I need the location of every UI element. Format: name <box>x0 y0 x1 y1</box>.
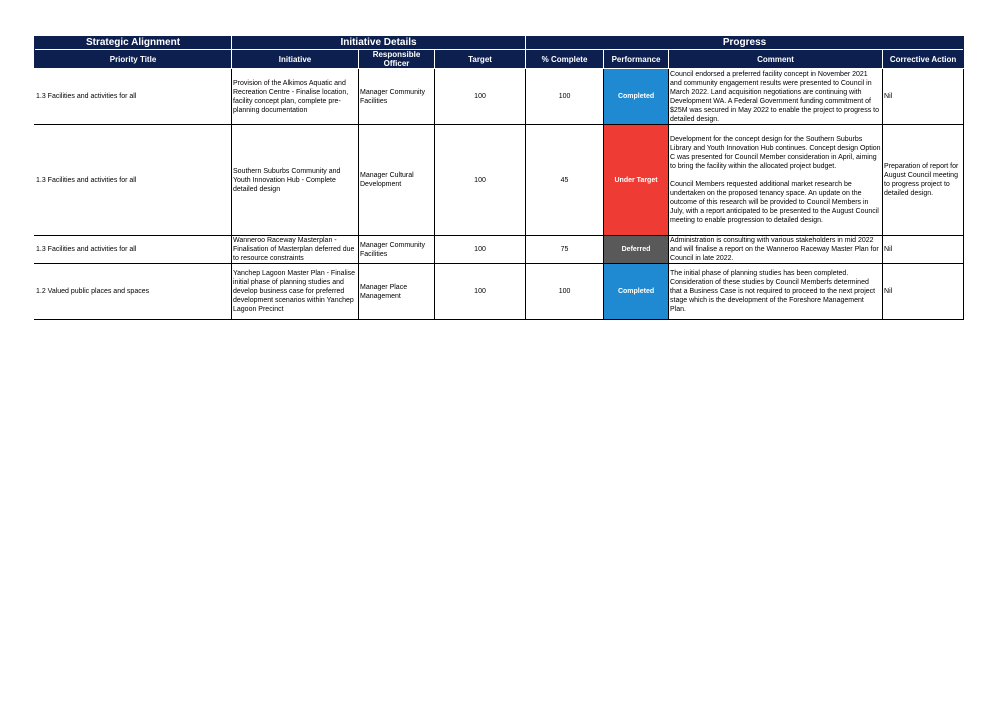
performance-status-badge: Deferred <box>604 236 669 264</box>
comment-cell <box>669 69 883 125</box>
priority-title-cell: 1.3 Facilities and activities for all <box>35 69 232 125</box>
corrective-action-cell: Nil <box>883 264 964 320</box>
table-row <box>35 69 964 125</box>
target-cell: 100 <box>435 236 526 264</box>
table-row <box>35 236 964 264</box>
group-initiative-details: Initiative Details <box>232 36 526 50</box>
initiative-cell: Yanchep Lagoon Master Plan - Finalise initial phase of planning studies and develop business case for preferred development scenarios within Yanchep Lagoon Precinct <box>232 264 359 320</box>
col-comment: Comment <box>669 50 883 69</box>
percent-complete-cell: 100 <box>526 264 604 320</box>
group-strategic-alignment: Strategic Alignment <box>35 36 232 50</box>
priority-title-cell: 1.3 Facilities and activities for all <box>35 125 232 236</box>
comment-text: Development for the concept design for the Southern Suburbs Library and Youth Innovation Hub continues. Concept design Option C was presented for Council Member consideration in April, aiming to bring the facility within the allocated project budget. <box>670 136 881 170</box>
comment-cell <box>669 264 883 320</box>
corrective-action-cell: Nil <box>883 236 964 264</box>
percent-complete-cell: 45 <box>526 125 604 236</box>
responsible-officer-cell: Manager Cultural Development <box>359 125 435 236</box>
col-target: Target <box>435 50 526 69</box>
target-cell: 100 <box>435 69 526 125</box>
col-responsible-officer: Responsible Officer <box>359 50 435 69</box>
corrective-action-cell: Preparation of report for August Council meeting to progress project to detailed design. <box>883 125 964 236</box>
target-cell: 100 <box>435 264 526 320</box>
column-header-row <box>35 50 964 69</box>
table-row <box>35 264 964 320</box>
col-initiative: Initiative <box>232 50 359 69</box>
performance-status-badge: Under Target <box>604 125 669 236</box>
responsible-officer-cell: Manager Place Management <box>359 264 435 320</box>
comment-text: Administration is consulting with various stakeholders in mid 2022 and will finalise a report on the Wanneroo Raceway Master Plan for Council in late 2022. <box>670 237 879 262</box>
comment-text: Council endorsed a preferred facility concept in November 2021 and community engagement results were presented to Council in March 2022. Land acquisition negotiations are continuing with Development WA. A Federal Government funding commitment of $25M was secured in May 2022 to enable the project to progress to detailed design. <box>670 70 879 123</box>
performance-report-sheet <box>34 36 963 320</box>
initiative-cell: Southern Suburbs Community and Youth Innovation Hub - Complete detailed design <box>232 125 359 236</box>
col-corrective-action: Corrective Action <box>883 50 964 69</box>
performance-status-badge: Completed <box>604 264 669 320</box>
percent-complete-cell: 100 <box>526 69 604 125</box>
corrective-action-cell: Nil <box>883 69 964 125</box>
percent-complete-cell: 75 <box>526 236 604 264</box>
initiative-cell: Wanneroo Raceway Masterplan - Finalisation of Masterplan deferred due to resource constraints <box>232 236 359 264</box>
table-row <box>35 125 964 236</box>
responsible-officer-cell: Manager Community Facilities <box>359 236 435 264</box>
group-progress: Progress <box>526 36 964 50</box>
col-performance: Performance <box>604 50 669 69</box>
responsible-officer-cell: Manager Community Facilities <box>359 69 435 125</box>
comment-cell <box>669 125 883 236</box>
performance-status-badge: Completed <box>604 69 669 125</box>
comment-text-continued: Council Members requested additional market research be undertaken on the proposed tenancy space. An update on the outcome of this research will be provided to Council Members in July, with a report anticipated to be presented to the August Council meeting to enable progression to detailed design. <box>670 181 879 224</box>
initiative-cell: Provision of the Alkimos Aquatic and Recreation Centre - Finalise location, facility concept plan, complete pre-planning documentation <box>232 69 359 125</box>
initiatives-table <box>34 36 964 320</box>
comment-cell <box>669 236 883 264</box>
comment-text: The initial phase of planning studies has been completed. Consideration of these studies by Council Memberfs determined that a Business Case is not required to proceed to the next project stage which is the development of the Foreshore Management Plan. <box>670 270 876 313</box>
target-cell: 100 <box>435 125 526 236</box>
priority-title-cell: 1.3 Facilities and activities for all <box>35 236 232 264</box>
priority-title-cell: 1.2 Valued public places and spaces <box>35 264 232 320</box>
col-percent-complete: % Complete <box>526 50 604 69</box>
col-priority-title: Priority Title <box>35 50 232 69</box>
group-header-row <box>35 36 964 50</box>
